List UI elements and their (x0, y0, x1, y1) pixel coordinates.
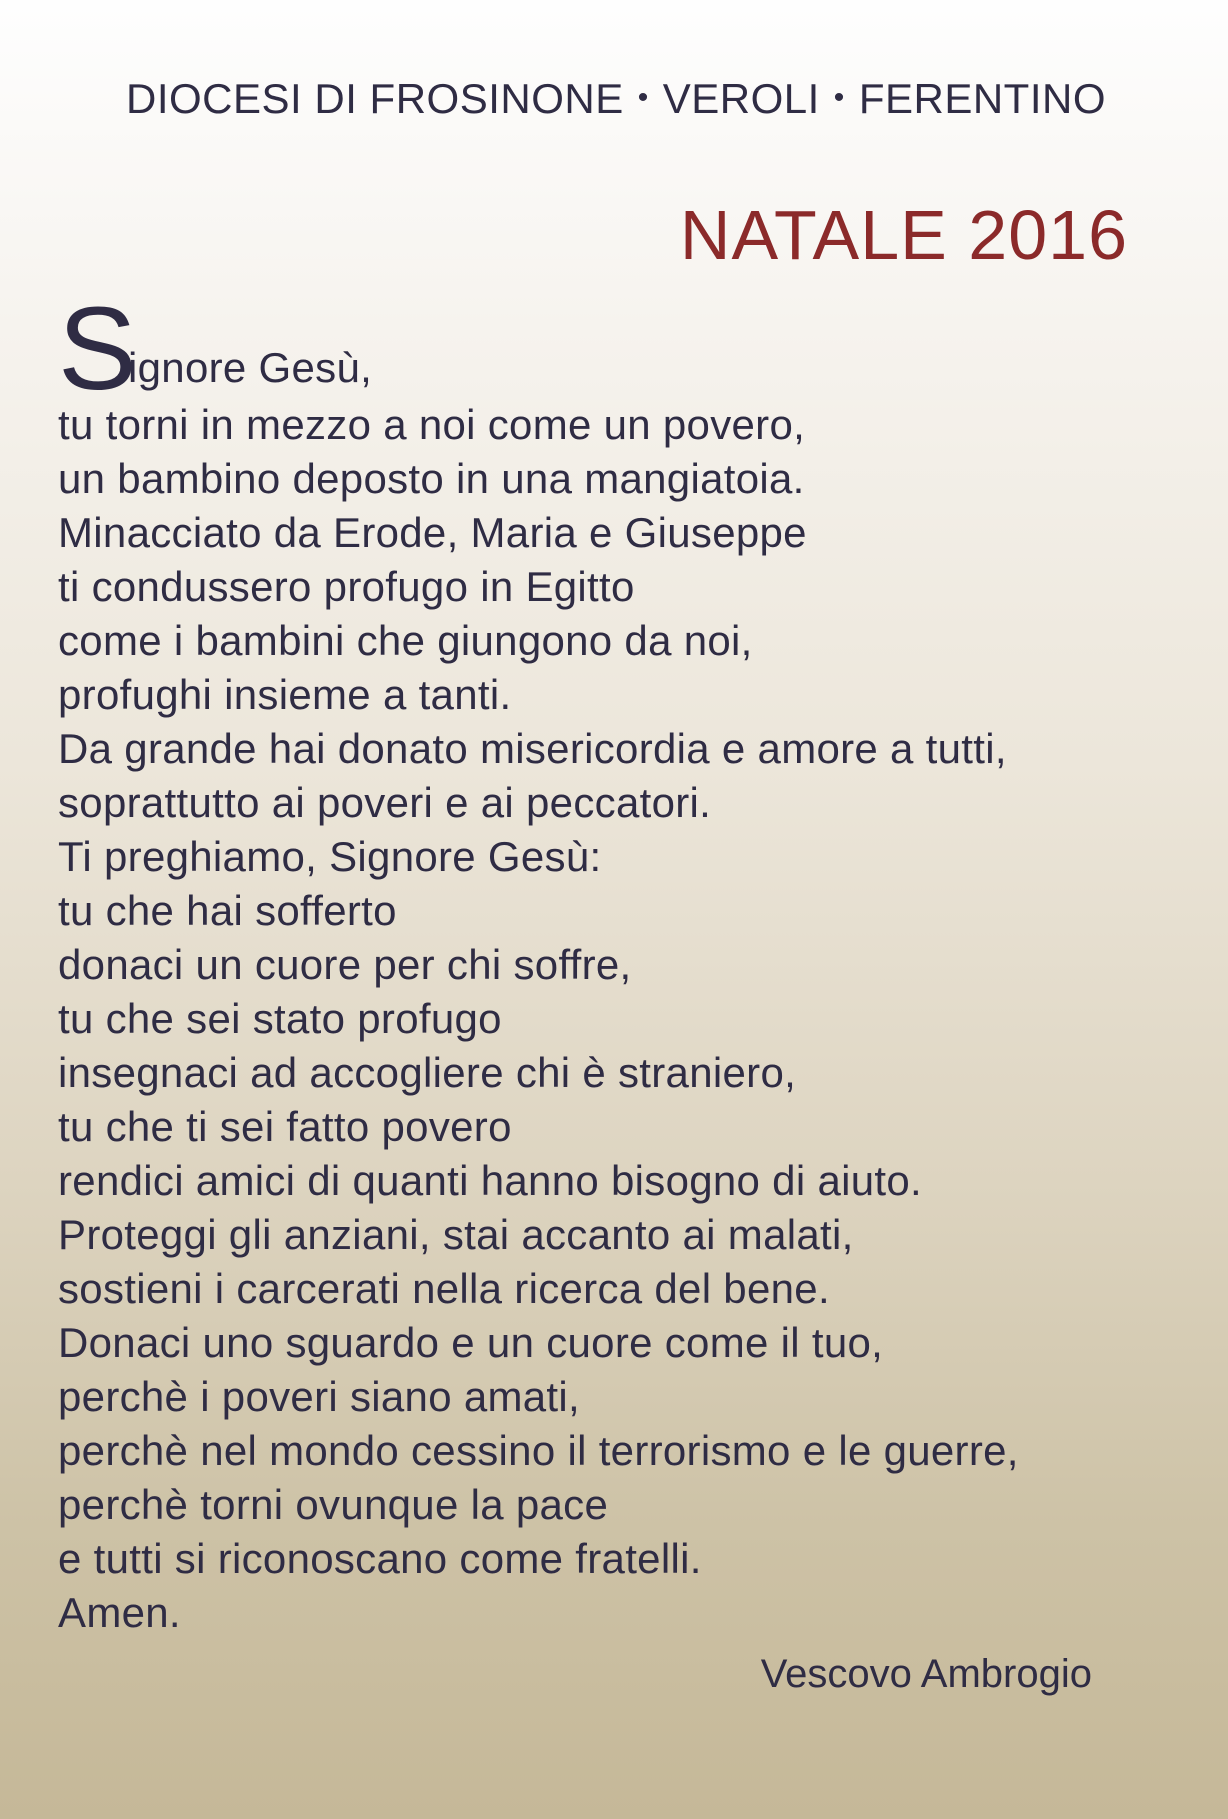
prayer-line: profughi insieme a tanti. (58, 671, 512, 718)
prayer-line: e tutti si riconoscano come fratelli. (58, 1535, 702, 1582)
prayer-first-line (58, 283, 1178, 415)
signature: Vescovo Ambrogio (760, 1652, 1092, 1696)
prayer-line: perchè torni ovunque la pace (58, 1481, 609, 1528)
prayer-line: perchè nel mondo cessino il terrorismo e le guerre, (58, 1427, 1019, 1474)
prayer-line: donaci un cuore per chi soffre, (58, 941, 632, 988)
prayer-line: rendici amici di quanti hanno bisogno di aiuto. (58, 1157, 922, 1204)
prayer-text (58, 283, 1178, 1640)
prayer-line: Minacciato da Erode, Maria e Giuseppe (58, 509, 807, 556)
diocese-name-frosinone: DIOCESI DI FROSINONE (126, 75, 624, 122)
separator-dot: • (637, 80, 649, 114)
separator-dot: • (833, 80, 845, 114)
diocese-header (126, 75, 1106, 122)
prayer-line: soprattutto ai poveri e ai peccatori. (58, 779, 712, 826)
prayer-line: Amen. (58, 1589, 181, 1636)
prayer-line: Da grande hai donato misericordia e amore a tutti, (58, 725, 1007, 772)
prayer-line: ignore Gesù, (128, 344, 373, 391)
prayer-line: Ti preghiamo, Signore Gesù: (58, 833, 602, 880)
prayer-line: sostieni i carcerati nella ricerca del bene. (58, 1265, 830, 1312)
prayer-line: ti condussero profugo in Egitto (58, 563, 635, 610)
prayer-line: insegnaci ad accogliere chi è straniero, (58, 1049, 797, 1096)
prayer-line: come i bambini che giungono da noi, (58, 617, 753, 664)
diocese-name-ferentino: FERENTINO (858, 75, 1106, 122)
page-title: NATALE 2016 (679, 196, 1128, 274)
drop-cap: S (58, 283, 137, 415)
prayer-line: Donaci uno sguardo e un cuore come il tuo, (58, 1319, 884, 1366)
prayer-line: tu che hai sofferto (58, 887, 397, 934)
prayer-line: Proteggi gli anziani, stai accanto ai malati, (58, 1211, 854, 1258)
prayer-line: perchè i poveri siano amati, (58, 1373, 580, 1420)
diocese-name-veroli: VEROLI (662, 75, 820, 122)
prayer-line: tu che ti sei fatto povero (58, 1103, 512, 1150)
prayer-line: un bambino deposto in una mangiatoia. (58, 455, 805, 502)
prayer-line: tu che sei stato profugo (58, 995, 502, 1042)
prayer-line: tu torni in mezzo a noi come un povero, (58, 401, 806, 448)
